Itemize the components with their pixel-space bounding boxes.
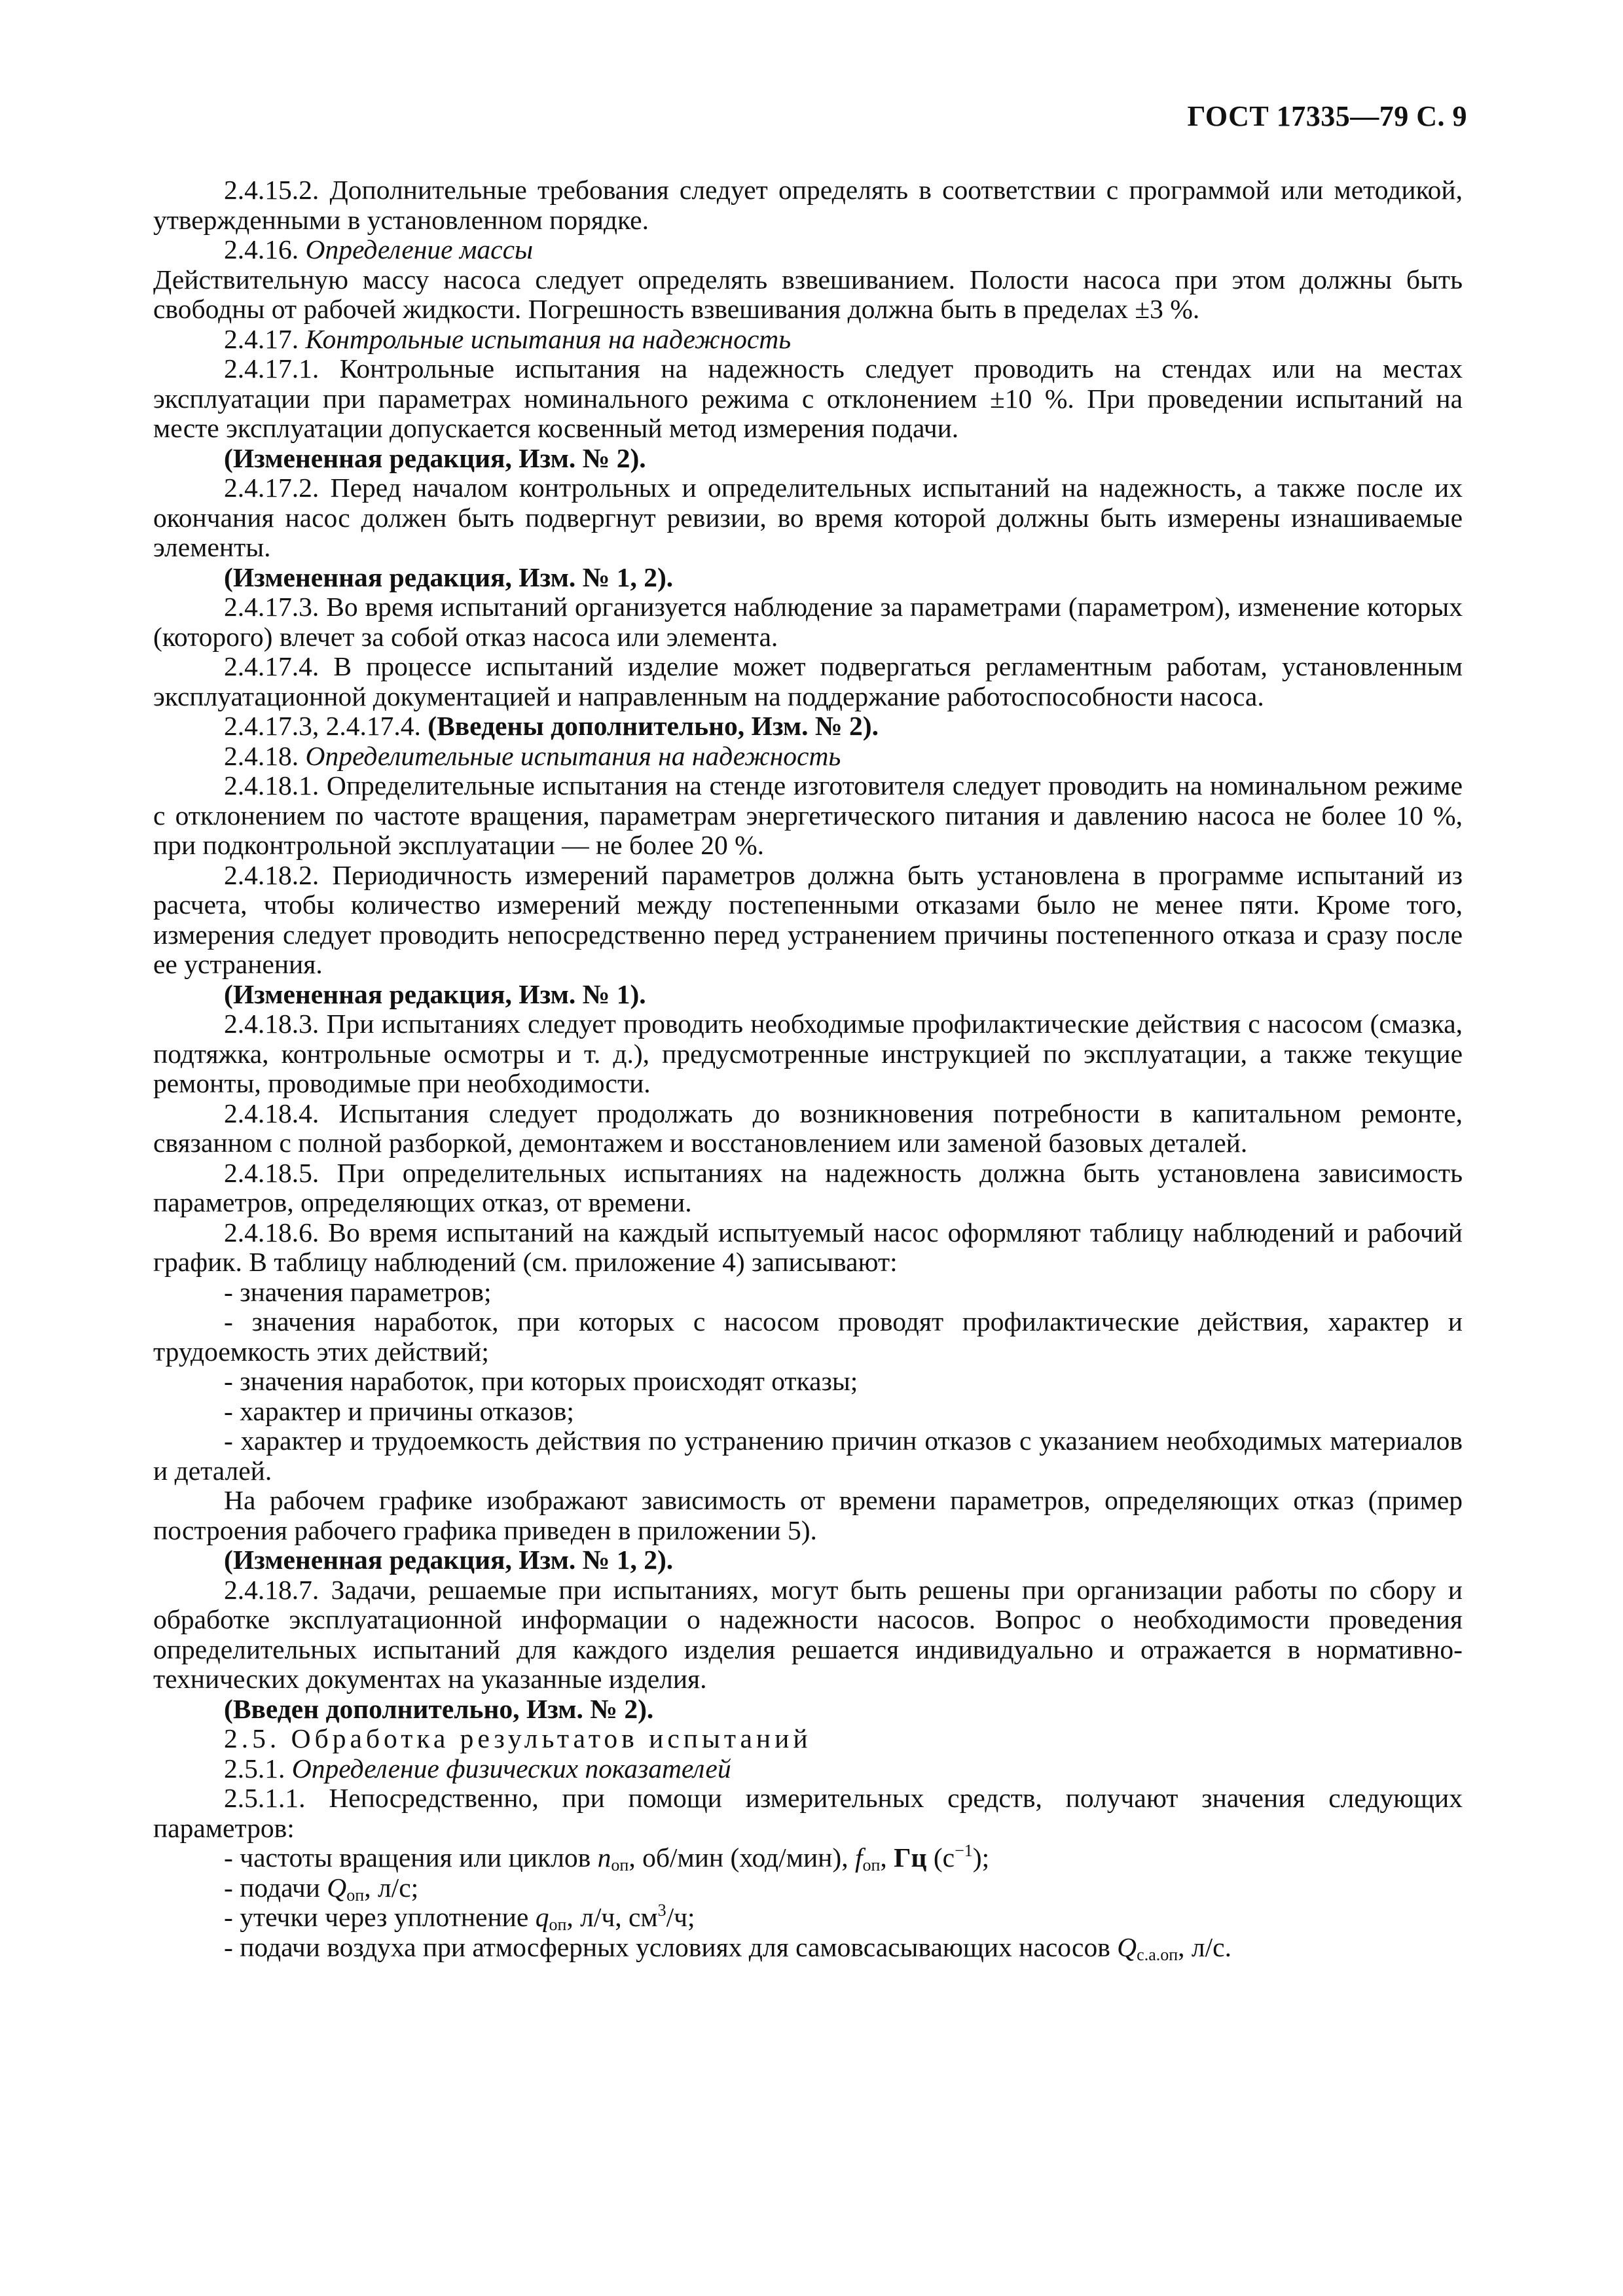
document-body: [153, 175, 1463, 1962]
paragraph-work-graph: На рабочем графике изображают зависимость от времени параметров, определяющих отказ (пример построения рабочего графика приведен в приложении 5).: [153, 1485, 1463, 1545]
section-title: Определительные испытания на надежность: [305, 740, 841, 771]
amendment-note: (Измененная редакция, Изм. № 1, 2).: [224, 1545, 674, 1575]
section-title: Определение физических показателей: [291, 1753, 731, 1784]
heading-2-4-17: [153, 325, 1463, 355]
formula-list-item-leak: - утечки через уплотнение $q_{оп}$, л/ч, $см^3/ч$;: [153, 1903, 1463, 1933]
list-item: - значения наработок, при которых с насосом проводят профилактические действия, характер и трудоемкость этих действий;: [153, 1307, 1463, 1367]
section-number: 2.4.18.: [224, 740, 299, 771]
paragraph-2-4-18-1: 2.4.18.1. Определительные испытания на стенде изготовителя следует проводить на номинальном режиме с отклонением по частоте вращения, параметрам энергетического питания и давлению насоса не более 10 %, при подконтрольной эксплуатации — не более 20 %.: [153, 770, 1463, 860]
heading-2-5: 2.5. Обработка результатов испытаний: [224, 1723, 812, 1753]
paragraph-2-4-15-2: 2.4.15.2. Дополнительные требования следует определять в соответствии с программой или методикой, утвержденными в установленном порядке.: [153, 175, 1463, 235]
paragraph-2-4-17-3: 2.4.17.3. Во время испытаний организуется наблюдение за параметрами (параметром), изменение которых (которого) влечет за собой отказ насоса или элемента.: [153, 592, 1463, 652]
page-header: ГОСТ 17335—79 С. 9: [1187, 100, 1467, 132]
section-number: 2.5.1.: [224, 1753, 285, 1784]
variable-q-air: Q: [1117, 1931, 1137, 1962]
variable-f: f: [854, 1842, 863, 1873]
paragraph-2-4-18-6: 2.4.18.6. Во время испытаний на каждый испытуемый насос оформляют таблицу наблюдений и рабочий график. В таблицу наблюдений (см. приложение 4) записывают:: [153, 1217, 1463, 1277]
section-number: 2.4.17.: [224, 323, 299, 354]
formula-list-item-rotation: - частоты вращения или циклов $n_{оп}$, об/мин (ход/мин), $f_{оп}$, Гц $(с^{-1})$;: [153, 1843, 1463, 1873]
paragraph-2-4-18-7: 2.4.18.7. Задачи, решаемые при испытаниях, могут быть решены при организации работы по сбору и обработке эксплуатационной информации о надежности насосов. Вопрос о необходимости проведения определительных испытаний для каждого изделия решается индивидуально и отражается в нормативно-технических документах на указанные изделия.: [153, 1574, 1463, 1694]
list-item: - характер и причины отказов;: [153, 1397, 1463, 1427]
amendment-note-added: [153, 711, 1463, 742]
variable-n: n: [597, 1842, 611, 1873]
paragraph-mass: Действительную массу насоса следует определять взвешиванием. Полости насоса при этом должны быть свободны от рабочей жидкости. Погрешность взвешивания должна быть в пределах ±3 %.: [153, 264, 1463, 324]
paragraph-2-4-18-5: 2.4.18.5. При определительных испытаниях на надежность должна быть установлена зависимость параметров, определяющих отказ, от времени.: [153, 1157, 1463, 1217]
list-item: - значения наработок, при которых происходят отказы;: [153, 1367, 1463, 1397]
formula-list-item-flow: - подачи $Q_{оп}$, л/с;: [153, 1873, 1463, 1903]
paragraph-2-5-1-1: 2.5.1.1. Непосредственно, при помощи измерительных средств, получают значения следующих параметров:: [153, 1783, 1463, 1843]
formula-list-item-air: - подачи воздуха при атмосферных условиях для самовсасывающих насосов $Q_{с.а.оп}$, л/с.: [153, 1933, 1463, 1963]
amendment-note: (Измененная редакция, Изм. № 1, 2).: [224, 562, 674, 592]
paragraph-2-4-18-2: 2.4.18.2. Периодичность измерений параметров должна быть установлена в программе испытаний из расчета, чтобы количество измерений между постепенными отказами было не менее пяти. Кроме того, измерения следует проводить непосредственно перед устранением причины постепенного отказа и сразу после ее устранения.: [153, 859, 1463, 979]
paragraph-2-4-17-1: 2.4.17.1. Контрольные испытания на надежность следует проводить на стендах или на местах эксплуатации при параметрах номинального режима с отклонением ±10 %. При проведении испытаний на месте эксплуатации допускается косвенный метод измерения подачи.: [153, 353, 1463, 443]
amendment-note: (Измененная редакция, Изм. № 1).: [224, 978, 646, 1009]
amendment-note: (Введен дополнительно, Изм. № 2).: [224, 1693, 654, 1724]
variable-q-small: q: [535, 1902, 549, 1932]
paragraph-2-4-17-4: 2.4.17.4. В процессе испытаний изделие может подвергаться регламентным работам, установленным эксплуатационной документацией и направленным на поддержание работоспособности насоса.: [153, 651, 1463, 711]
section-title: Определение массы: [305, 234, 534, 264]
paragraph-2-4-18-4: 2.4.18.4. Испытания следует продолжать до возникновения потребности в капитальном ремонте, связанном с полной разборкой, демонтажем и восстановлением или заменой базовых деталей.: [153, 1098, 1463, 1158]
paragraph-2-4-18-3: 2.4.18.3. При испытаниях следует проводить необходимые профилактические действия с насосом (смазка, подтяжка, контрольные осмотры и т. д.), предусмотренные инструкцией по эксплуатации, а также текущие ремонты, проводимые при необходимости.: [153, 1009, 1463, 1098]
heading-2-4-18: [153, 742, 1463, 772]
heading-2-5-1: [153, 1754, 1463, 1784]
section-number: 2.4.16.: [224, 234, 299, 264]
amendment-note: (Измененная редакция, Изм. № 2).: [224, 442, 646, 473]
amendment-text: (Введены дополнительно, Изм. № 2).: [428, 711, 879, 741]
section-title: Контрольные испытания на надежность: [305, 323, 792, 354]
list-item: - значения параметров;: [153, 1278, 1463, 1308]
heading-2-4-16: [153, 235, 1463, 265]
list-item: - характер и трудоемкость действия по устранению причин отказов с указанием необходимых материалов и деталей.: [153, 1426, 1463, 1486]
paragraph-2-4-17-2: 2.4.17.2. Перед началом контрольных и определительных испытаний на надежность, а также после их окончания насос должен быть подвергнут ревизии, во время которой должны быть измерены изнашиваемые элементы.: [153, 473, 1463, 562]
variable-q: Q: [327, 1872, 347, 1903]
unit-hz: Гц: [894, 1842, 927, 1873]
section-number: 2.4.17.3, 2.4.17.4.: [224, 711, 421, 741]
